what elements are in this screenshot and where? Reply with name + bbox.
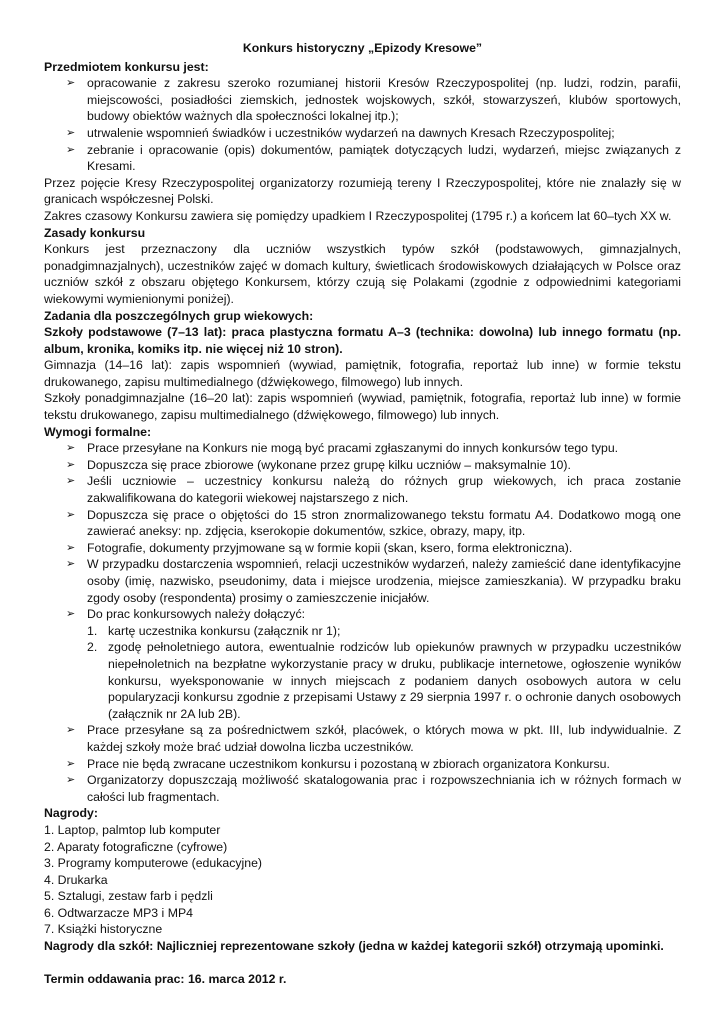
prize-item: 3. Programy komputerowe (edukacyjne) — [44, 856, 263, 871]
deadline: Termin oddawania prac: 16. marca 2012 r. — [44, 971, 287, 986]
prize-item: 4. Drukarka — [44, 872, 108, 887]
arrow-bullet-icon: ➢ — [66, 541, 76, 554]
tasks-high: Szkoły ponadgimnazjalne (16–20 lat): zapis wspomnień (wywiad, pamiętnik, fotografia, reportaż lub inne) w formie tekstu drukowanego, zapisu multimedialnego (dźwiękowego, filmowego) lub innych. — [44, 391, 681, 423]
arrow-bullet-icon: ➢ — [66, 774, 76, 787]
prize-item: 6. Odtwarzacze MP3 i MP4 — [44, 905, 193, 920]
requirement-item: ➢ Do prac konkursowych należy dołączyć: 1. kartę uczestnika konkursu (załącznik nr 1); 2. zgodę pełnoletniego autora, ewentualnie rodziców lub opiekunów prawnych w przypadku uczestników niepełnoletnich na bezpłatne wykorzystanie pracy w druku, publikacje internetowe, ogłoszenie wyników konkursu, wyeksponowanie w innych miejscach z podaniem danych osobowych autora w celu popularyzacji konkursu zgodnie z przepisami Ustawy z 29 sierpnia 1997 r. o ochronie danych osobowych (załącznik nr 2A lub 2B). — [66, 607, 681, 721]
requirement-item: ➢ Dopuszcza się prace o objętości do 15 stron znormalizowanego tekstu formatu A4. Dodatkowo mogą one zawierać aneksy: np. zdjęcia, kserokopie dokumentów, szkice, obrazy, mapy, itp. — [66, 507, 681, 539]
arrow-bullet-icon: ➢ — [66, 508, 76, 521]
tasks-primary: Szkoły podstawowe (7–13 lat): praca plastyczna formatu A–3 (technika: dowolna) lub innego formatu (np. album, kronika, komiks itp. nie więcej niż 10 stron). — [44, 325, 681, 356]
arrow-bullet-icon: ➢ — [66, 724, 76, 737]
prizes-heading: Nagrody: — [44, 806, 98, 821]
attachment-item: 1. kartę uczestnika konkursu (załącznik nr 1); — [87, 623, 341, 638]
attachment-item: 2. zgodę pełnoletniego autora, ewentualnie rodziców lub opiekunów prawnych w przypadku uczestników niepełnoletnich na bezpłatne wykorzystanie pracy w druku, publikacje internetowe, ogłoszenie wyników konkursu, wyeksponowanie w innych miejscach z podaniem danych osobowych autora w celu popularyzacji konkursu zgodnie z przepisami Ustawy z 29 sierpnia 1997 r. o ochronie danych osobowych (załącznik nr 2A lub 2B). — [87, 640, 681, 721]
subject-list — [44, 75, 681, 175]
subject-item: ➢ zebranie i opracowanie (opis) dokumentów, pamiątek dotyczących ludzi, wydarzeń, miejsc związanych z Kresami. — [66, 142, 681, 174]
spacer — [44, 955, 681, 971]
arrow-bullet-icon: ➢ — [66, 458, 76, 471]
prize-item: 7. Książki historyczne — [44, 922, 163, 937]
subject-item: ➢ opracowanie z zakresu szeroko rozumianej historii Kresów Rzeczypospolitej (np. ludzi, rodzin, parafii, miejscowości, posiadłości ziemskich, jednostek wojskowych, szkół, stowarzyszeń, klubów sportowych, budowy obiektów ważnych dla społeczności lokalnej itp.); — [66, 76, 681, 124]
requirement-item: ➢ W przypadku dostarczenia wspomnień, relacji uczestników wydarzeń, należy zamieścić dane identyfikacyjne osoby (imię, nazwisko, pseudonimy, data i miejsce urodzenia, miejsce zamieszkania). W przypadku braku zgody osoby (respondenta) prosimy o zamieszczenie inicjałów. — [66, 557, 681, 605]
arrow-bullet-icon: ➢ — [66, 757, 76, 770]
requirement-item: ➢ Fotografie, dokumenty przyjmowane są w formie kopii (skan, ksero, forma elektroniczna). — [66, 540, 573, 555]
requirement-item: ➢ Prace nie będą zwracane uczestnikom konkursu i pozostaną w zbiorach organizatora Konkursu. — [66, 756, 610, 771]
rules-paragraph: Konkurs jest przeznaczony dla uczniów wszystkich typów szkół (podstawowych, gimnazjalnych, ponadgimnazjalnych), uczestników zajęć w domach kultury, świetlicach środowiskowych działających w Polsce oraz uczniów szkół z obszaru objętego Konkursem, którzy czują się Polakami (zgodnie z odpowiednimi kategoriami wiekowymi wymienionymi poniżej). — [44, 242, 681, 306]
subject-item: ➢ utrwalenie wspomnień świadków i uczestników wydarzeń na dawnych Kresach Rzeczypospolitej; — [66, 125, 615, 140]
arrow-bullet-icon: ➢ — [66, 608, 76, 621]
document-page — [44, 40, 681, 987]
prize-item: 1. Laptop, palmtop lub komputer — [44, 822, 221, 837]
requirements-heading: Wymogi formalne: — [44, 424, 152, 439]
time-range-paragraph: Zakres czasowy Konkursu zawiera się pomiędzy upadkiem I Rzeczypospolitej (1795 r.) a końcem lat 60–tych XX w. — [44, 208, 672, 223]
arrow-bullet-icon: ➢ — [66, 558, 76, 571]
requirement-item: ➢ Prace przesyłane na Konkurs nie mogą być pracami zgłaszanymi do innych konkursów tego typu. — [66, 441, 619, 456]
tasks-middle: Gimnazja (14–16 lat): zapis wspomnień (wywiad, pamiętnik, fotografia, reportaż lub inne) w formie tekstu drukowanego, zapisu multimedialnego (dźwiękowego, filmowego) lub innych. — [44, 358, 681, 389]
requirement-item: ➢ Dopuszcza się prace zbiorowe (wykonane przez grupę kilku uczniów – maksymalnie 10). — [66, 457, 571, 472]
arrow-bullet-icon: ➢ — [66, 442, 76, 455]
school-prizes: Nagrody dla szkół: Najliczniej reprezentowane szkoły (jedna w każdej kategorii szkół) otrzymają upominki. — [44, 939, 664, 954]
arrow-bullet-icon: ➢ — [66, 475, 76, 488]
tasks-heading: Zadania dla poszczególnych grup wiekowych: — [44, 308, 314, 323]
definition-paragraph: Przez pojęcie Kresy Rzeczypospolitej organizatorzy rozumieją tereny I Rzeczypospolitej, które nie znalazły się w granicach współczesnej Polski. — [44, 175, 681, 207]
prize-item: 2. Aparaty fotograficzne (cyfrowe) — [44, 839, 228, 854]
document-title: Konkurs historyczny „Epizody Kresowe” — [242, 41, 483, 55]
prize-item: 5. Sztalugi, zestaw farb i pędzli — [44, 889, 213, 904]
requirement-item: ➢ Organizatorzy dopuszczają możliwość skatalogowania prac i rozpowszechniania ich w różnych formach w całości lub fragmentach. — [66, 773, 681, 804]
arrow-bullet-icon: ➢ — [66, 126, 76, 139]
rules-heading: Zasady konkursu — [44, 225, 146, 240]
requirement-item: ➢ Jeśli uczniowie – uczestnicy konkursu należą do różnych grup wiekowych, ich praca zostanie zakwalifikowana do kategorii wiekowej najstarszego z nich. — [66, 474, 681, 506]
arrow-bullet-icon: ➢ — [66, 77, 76, 90]
requirement-item: ➢ Prace przesyłane są za pośrednictwem szkół, placówek, o których mowa w pkt. III, lub indywidualnie. Z każdej szkoły może brać udział dowolna liczba uczestników. — [66, 723, 681, 754]
attachments-list — [87, 623, 681, 723]
subject-heading: Przedmiotem konkursu jest: — [44, 59, 209, 74]
requirements-list — [44, 440, 681, 805]
arrow-bullet-icon: ➢ — [66, 143, 76, 156]
